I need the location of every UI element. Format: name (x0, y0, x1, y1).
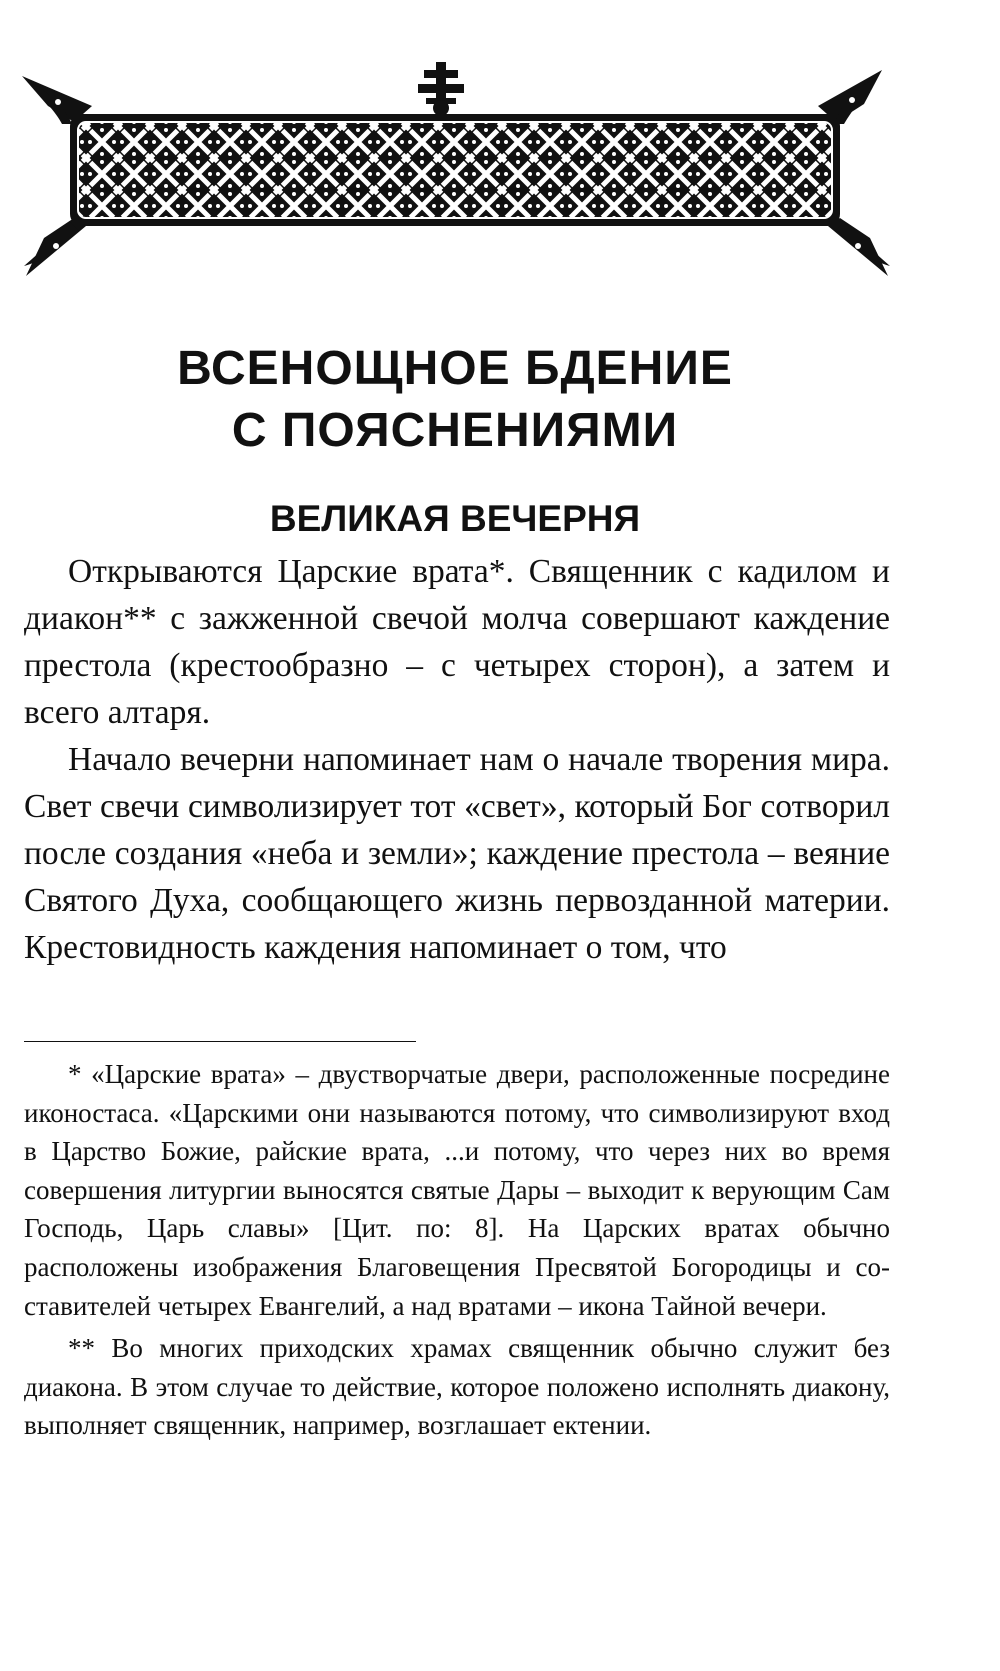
title-line-1: ВСЕНОЩНОЕ БДЕНИЕ (177, 342, 733, 395)
footnote-divider (24, 1041, 416, 1042)
footnote-1: * «Царские врата» – двустворчатые двери, расположенные посредине иконостаса. «Царскими они называются потому, что символизируют вход в Царство Божие, райские врата, ...и потому, что через них во время совершения литургии выносятся святые Дары – выходит к верующим Сам Господь, Царь славы» [Цит. по: 8]. На Царских вратах обычно расположены изображения Благовещения Пресвятой Богородицы и составителей четырех Евангелий, а над вратами – икона Тайной вечери. (24, 1059, 890, 1321)
paragraph-1: Открываются Царские врата*. Священник с кадилом и диакон** с зажженной свечой молча совершают каждение престола (крестообразно – с четырех сторон), а затем и всего алтаря. (24, 553, 890, 731)
footnote-2: ** Во многих приходских храмах священник обычно служит без диакона. В этом случае то действие, которое положено исполнять диакону, выполняет священник, например, возглашает ектении. (24, 1333, 890, 1441)
title-line-2: С ПОЯСНЕНИЯМИ (231, 404, 679, 457)
main-text (24, 548, 890, 971)
celtic-knot-band-with-cross-icon (22, 62, 892, 284)
paragraph-2: Начало вечерни напоминает нам о начале творения мира. Свет свечи символизирует тот «свет», который Бог сотворил после создания «неба и земли»; каждение престола – веяние Святого Духа, сообщающего жизнь первозданной материи. Крестовидность каждения напоминает о том, что (24, 741, 890, 966)
footnotes (24, 1055, 890, 1449)
page-title (0, 338, 910, 462)
section-title: ВЕЛИКАЯ ВЕЧЕРНЯ (269, 498, 641, 539)
